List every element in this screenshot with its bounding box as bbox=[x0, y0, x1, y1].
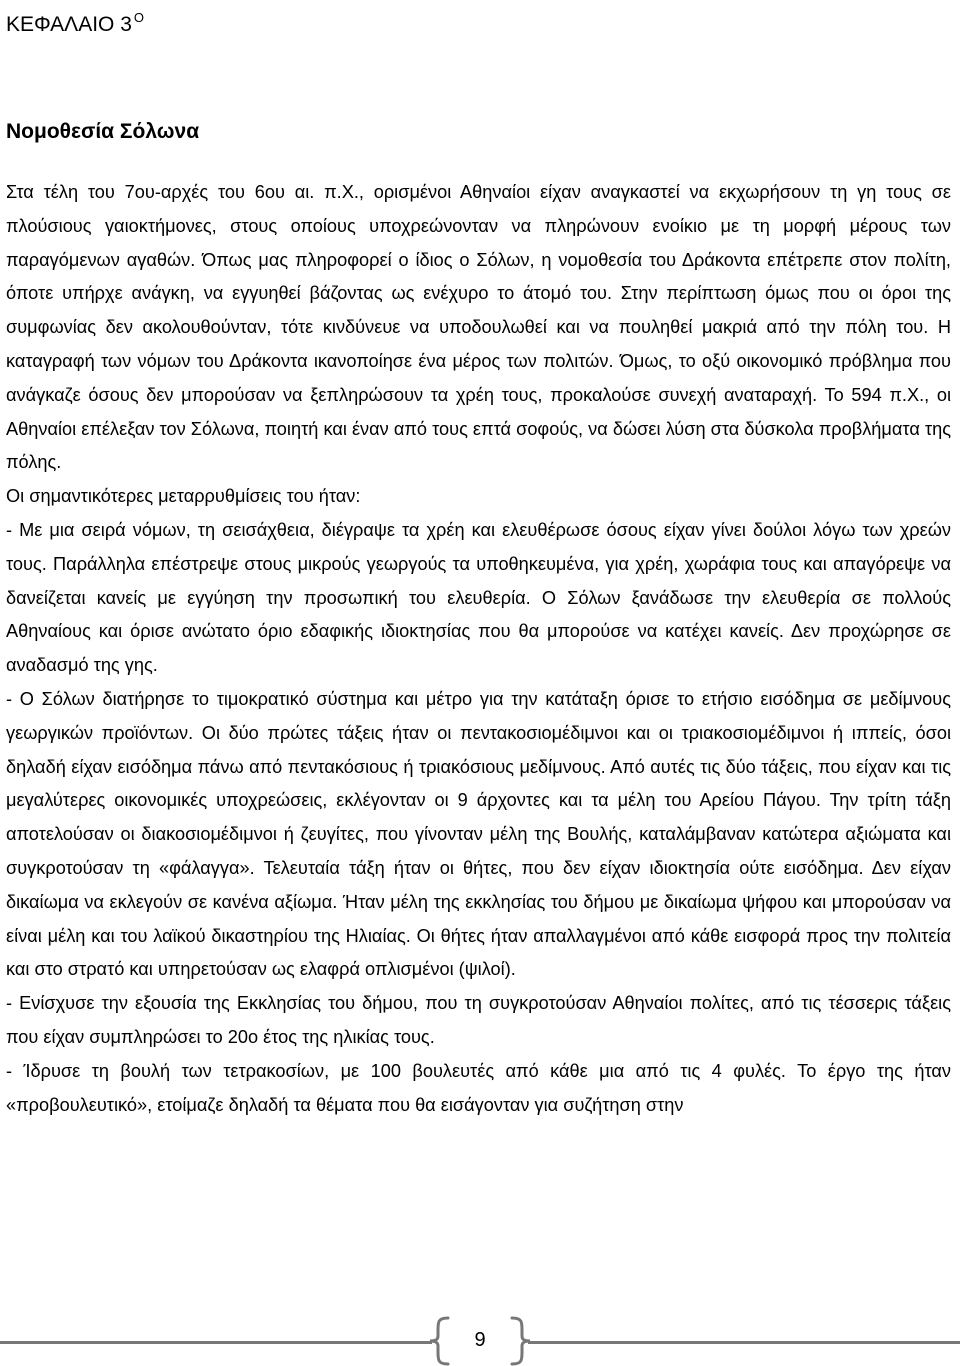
left-brace-icon bbox=[426, 1316, 452, 1366]
footer-rule-right bbox=[528, 1341, 960, 1344]
body-text bbox=[6, 176, 951, 1122]
paragraph-timocratic-system: - Ο Σόλων διατήρησε το τιμοκρατικό σύστημα και μέτρο για την κατάταξη όρισε το ετήσιο εισόδημα σε μεδίμνους γεωργικών προϊόντων. Οι δύο πρώτες τάξεις ήταν οι πεντακοσιομέδιμνοι και οι τριακοσιομέδιμνοι ή ιππείς, όσοι δηλαδή είχαν εισόδημα πάνω από πεντακόσιους ή τριακόσιους μεδίμνους. Από αυτές τις δύο τάξεις, που είχαν και τις μεγαλύτερες οικονομικές υποχρεώσεις, εκλέγονταν οι 9 άρχοντες και τα μέλη του Αρείου Πάγου. Την τρίτη τάξη αποτελούσαν οι διακοσιομέδιμνοι ή ζευγίτες, που γίνονταν μέλη της Βουλής, καταλάμβαναν κατώτερα αξιώματα και συγκροτούσαν τη «φάλαγγα». Τελευταία τάξη ήταν οι θήτες, που δεν είχαν ιδιοκτησία ούτε εισόδημα. Δεν είχαν δικαίωμα να εκλεγούν σε κανένα αξίωμα. Ήταν μέλη της εκκλησίας του δήμου με δικαίωμα ψήφου και μπορούσαν να είναι μέλη και του λαϊκού δικαστηρίου της Ηλιαίας. Οι θήτες ήταν απαλλαγμένοι από κάθε εισφορά προς την πολιτεία και στο στρατό και υπηρετούσαν ως ελαφρά οπλισμένοι (ψιλοί). bbox=[6, 688, 951, 980]
paragraph-boule: - Ίδρυσε τη βουλή των τετρακοσίων, με 100 βουλευτές από κάθε μια από τις 4 φυλές. Το έργο της ήταν «προβουλευτικό», ετοίμαζε δηλαδή τα θέματα που θα εισάγονταν για συζήτηση στην bbox=[6, 1060, 951, 1115]
chapter-superscript: Ο bbox=[133, 10, 145, 25]
chapter-label: ΚΕΦΑΛΑΙΟ 3 bbox=[6, 13, 132, 36]
section-title: Νομοθεσία Σόλωνα bbox=[6, 120, 200, 143]
footer-rule-left bbox=[0, 1341, 432, 1344]
page-number: 9 bbox=[474, 1329, 486, 1351]
page-footer bbox=[0, 1316, 960, 1366]
paragraph-intro: Στα τέλη του 7ου-αρχές του 6ου αι. π.Χ., ορισμένοι Αθηναίοι είχαν αναγκαστεί να εκχωρήσουν τη γη τους σε πλούσιους γαιοκτήμονες, στους οποίους υποχρεώνονταν να πληρώνουν ενοίκιο με τη μορφή μέρους των παραγόμενων αγαθών. Όπως μας πληροφορεί ο ίδιος ο Σόλων, η νομοθεσία του Δράκοντα επέτρεπε στον πολίτη, όποτε υπήρχε ανάγκη, να εγγυηθεί βάζοντας ως ενέχυρο το άτομό του. Στην περίπτωση όμως που οι όροι της συμφωνίας δεν ακολουθούνταν, τότε κινδύνευε να υποδουλωθεί και να πουληθεί μακριά από την πόλη του. Η καταγραφή των νόμων του Δράκοντα ικανοποίησε ένα μέρος των πολιτών. Όμως, το οξύ οικονομικό πρόβλημα που ανάγκαζε όσους δεν μπορούσαν να ξεπληρώσουν τα χρέη τους, προκαλούσε συνεχή αναταραχή. Το 594 π.Χ., οι Αθηναίοι επέλεξαν τον Σόλωνα, ποιητή και έναν από τους επτά σοφούς, να δώσει λύση στα δύσκολα προβλήματα της πόλης. bbox=[6, 182, 951, 473]
paragraph-ekklesia: - Ενίσχυσε την εξουσία της Εκκλησίας του δήμου, που τη συγκροτούσαν Αθηναίοι πολίτες, από τις τέσσερις τάξεις που είχαν συμπληρώσει το 20ο έτος της ηλικίας τους. bbox=[6, 993, 951, 1047]
paragraph-reforms-heading: Οι σημαντικότερες μεταρρυθμίσεις του ήταν: bbox=[6, 486, 361, 507]
chapter-heading bbox=[6, 4, 144, 39]
paragraph-seisachtheia: - Με μια σειρά νόμων, τη σεισάχθεια, διέγραψε τα χρέη και ελευθέρωσε όσους είχαν γίνει δούλοι λόγω των χρεών τους. Παράλληλα επέστρεψε στους μικρούς γεωργούς τα υποθηκευμένα, για χρέη, χωράφια τους και απαγόρεψε να δανείζεται κανείς με εγγύηση την προσωπική του ελευθερία. Ο Σόλων ξανάδωσε την ελευθερία σε πολλούς Αθηναίους και όρισε ανώτατο όριο εδαφικής ιδιοκτησίας που θα μπορούσε να κατέχει κανείς. Δεν προχώρησε σε αναδασμό της γης. bbox=[6, 519, 951, 676]
